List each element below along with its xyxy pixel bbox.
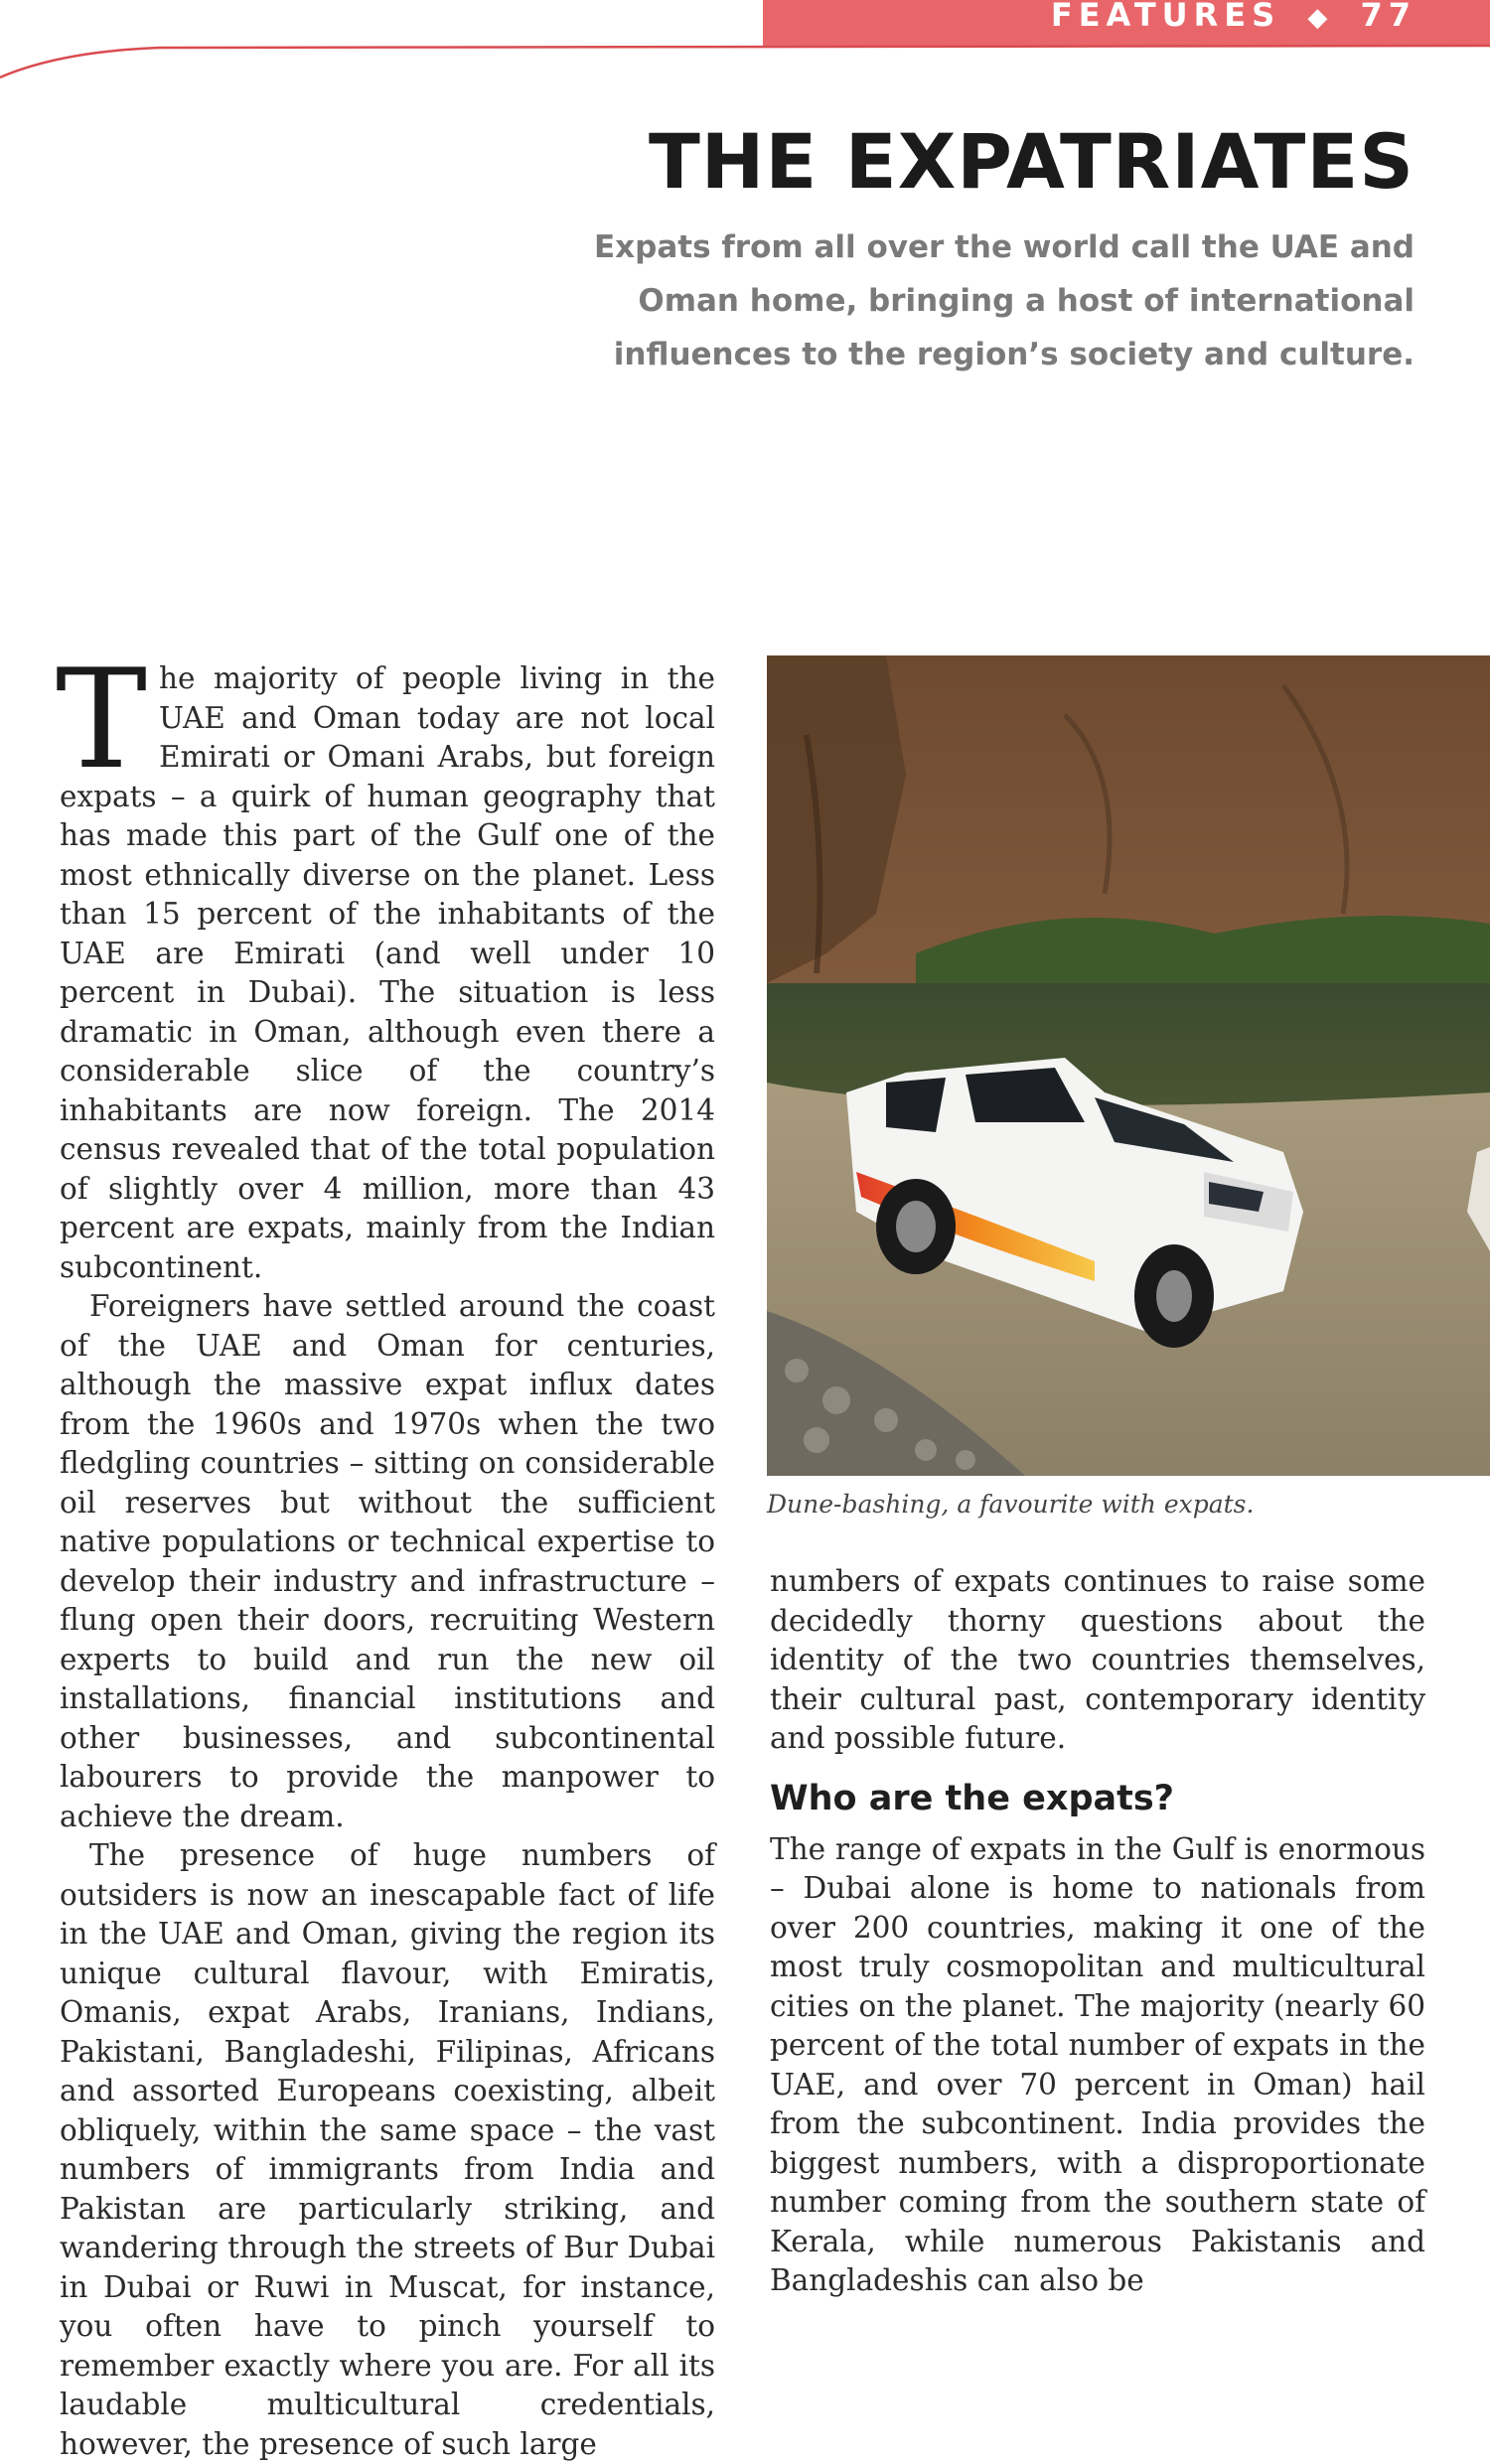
left-column	[56, 640, 715, 2464]
header-rule	[0, 0, 1490, 109]
photo-caption: Dune-bashing, a favourite with expats.	[767, 1490, 1255, 1519]
drop-cap: T	[56, 640, 148, 799]
section-name: FEATURES	[1050, 0, 1281, 34]
body-paragraph-2: Foreigners have settled around the coast of the UAE and Oman for centuries, although the massive expat influx dates from the 1960s and 1970s when the two fledgling countries – sitting on considerable oil reserves but without the sufficient native populations or technical expertise to develop their industry and infrastructure – flung open their doors, recruiting Western experts to build and run the new oil installations, financial institutions and other businesses, and subcontinental labourers to provide the manpower to achieve the dream.	[60, 1289, 715, 1833]
right-column	[770, 1562, 1425, 2301]
photo-illustration	[767, 655, 1490, 1476]
page-number: 77	[1360, 0, 1416, 34]
body-paragraph-4: The range of expats in the Gulf is enormous – Dubai alone is home to nationals from over 200 countries, making it one of the most truly cosmopolitan and multicultural cities on the planet. The majority (nearly 60 percent of the total number of expats in the UAE, and over 70 percent in Oman) hail from the subcontinent. India provides the biggest numbers, with a disproportionate number coming from the southern state of Kerala, while numerous Pakistanis and Bangladeshis can also be	[770, 1831, 1425, 2297]
diamond-icon: ◆	[1307, 3, 1334, 33]
section-heading: Who are the expats?	[770, 1778, 1174, 1818]
body-paragraph-continued: numbers of expats continues to raise some decidedly thorny questions about the identity of the two countries themselves, their cultural past, contemporary identity and possible future.	[770, 1564, 1425, 1755]
body-paragraph-1	[56, 640, 715, 1287]
article-title: THE EXPATRIATES	[648, 117, 1415, 206]
article-standfirst: Expats from all over the world call the UAE and Oman home, bringing a host of international influences to the region’s society and culture.	[593, 229, 1415, 372]
photo-suv-in-wadi	[767, 655, 1490, 1476]
paragraph-1-text: he majority of people living in the UAE and Oman today are not local Emirati or Omani Arabs, but foreign expats – a quirk of human geography that has made this part of the Gulf one of the most ethnically diverse on the planet. Less than 15 percent of the inhabitants of the UAE are Emirati (and well under 10 percent in Dubai). The situation is less dramatic in Oman, although even there a considerable slice of the country’s inhabitants are now foreign. The 2014 census revealed that of the total population of slightly over 4 million, more than 43 percent are expats, mainly from the Indian subcontinent.	[60, 661, 715, 1284]
body-paragraph-3: The presence of huge numbers of outsiders is now an inescapable fact of life in the UAE and Oman, giving the region its unique cultural flavour, with Emiratis, Omanis, expat Arabs, Iranians, Indians, Pakistani, Bangladeshi, Filipinas, Africans and assorted Europeans coexisting, albeit obliquely, within the same space – the vast numbers of immigrants from India and Pakistan are particularly striking, and wandering through the streets of Bur Dubai in Dubai or Ruwi in Muscat, for instance, you often have to pinch yourself to remember exactly where you are. For all its laudable multicultural credentials, however, the presence of such large	[60, 1838, 715, 2461]
